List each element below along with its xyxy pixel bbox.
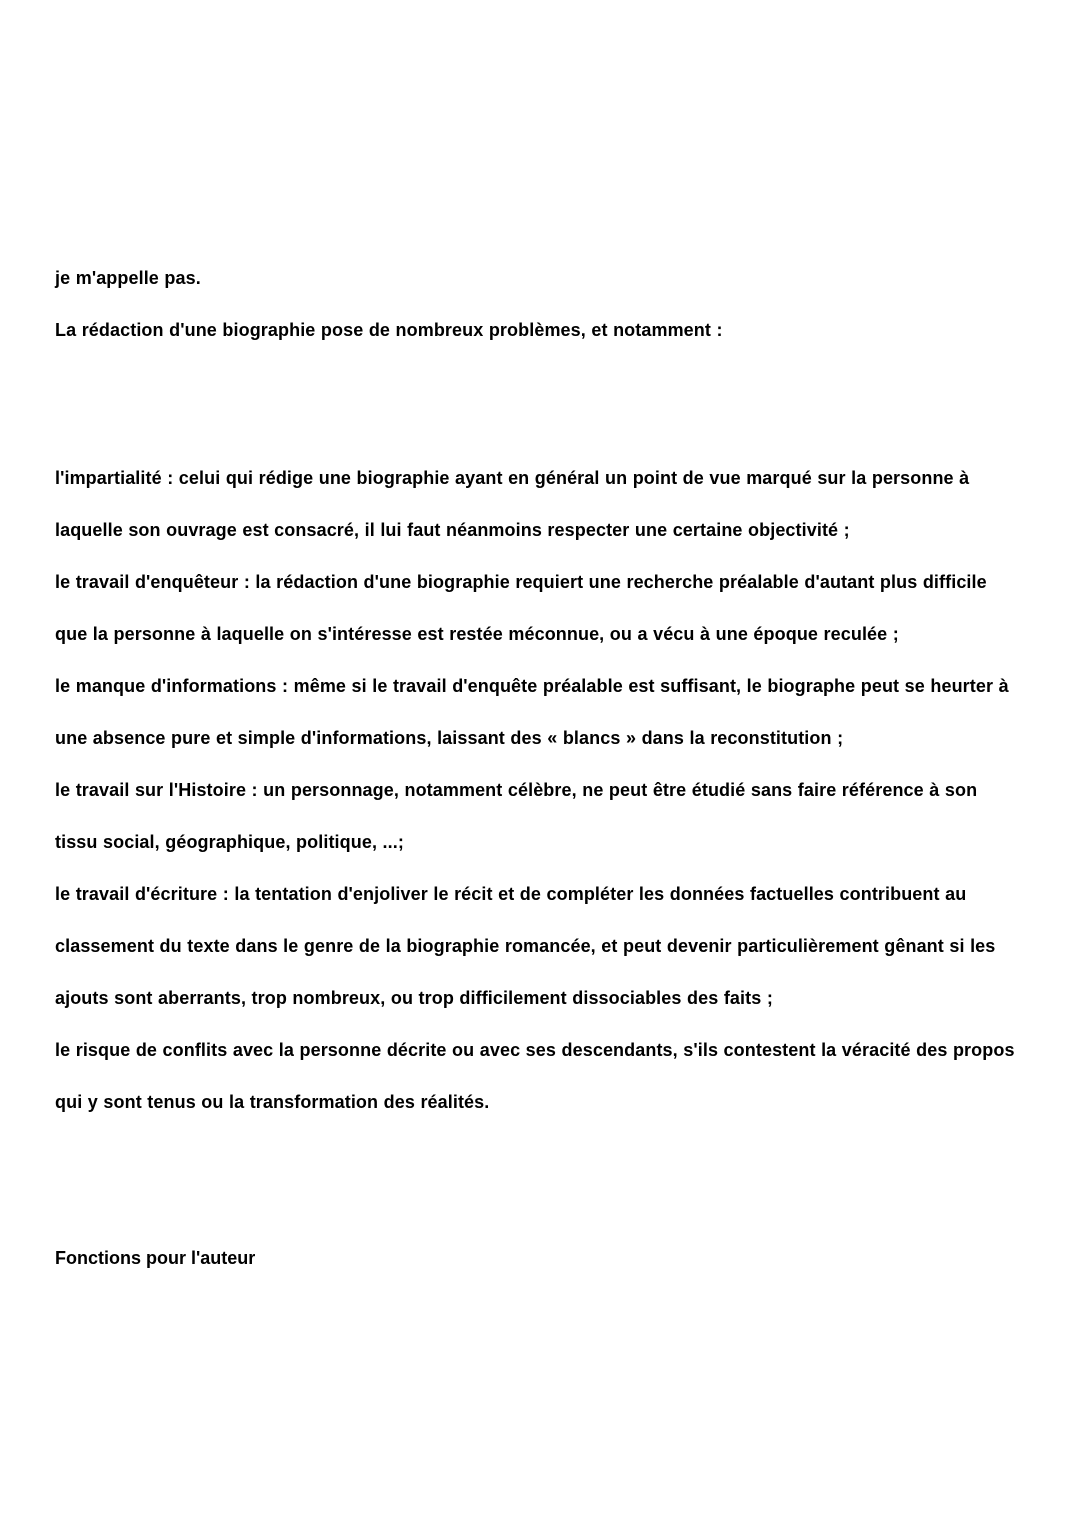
document-text-body xyxy=(55,252,1020,1284)
issue-paragraph-travail-enqueteur: le travail d'enquêteur : la rédaction d'une biographie requiert une recherche préalable d'autant plus difficile que la personne à laquelle on s'intéresse est restée méconnue, ou a vécu à une époque reculée ; xyxy=(55,572,987,644)
issue-paragraph-impartialite: l'impartialité : celui qui rédige une biographie ayant en général un point de vue marqué sur la personne à laquelle son ouvrage est consacré, il lui faut néanmoins respecter une certaine objectivité ; xyxy=(55,468,970,540)
intro-fragment-paragraph: je m'appelle pas. xyxy=(55,268,201,288)
spacer-before-issues xyxy=(55,356,1020,452)
section-heading-fonctions-pour-lauteur: Fonctions pour l'auteur xyxy=(55,1248,256,1268)
issue-paragraph-risque-conflits: le risque de conflits avec la personne décrite ou avec ses descendants, s'ils contestent la véracité des propos qui y sont tenus ou la transformation des réalités. xyxy=(55,1040,1015,1112)
issue-paragraph-manque-informations: le manque d'informations : même si le travail d'enquête préalable est suffisant, le biographe peut se heurter à une absence pure et simple d'informations, laissant des « blancs » dans la reconstitution ; xyxy=(55,676,1009,748)
spacer-before-section-heading xyxy=(55,1128,1020,1232)
issue-paragraph-travail-ecriture: le travail d'écriture : la tentation d'enjoliver le récit et de compléter les données factuelles contribuent au classement du texte dans le genre de la biographie romancée, et peut devenir particulièrement gênant si les ajouts sont aberrants, trop nombreux, ou trop difficilement dissociables des faits ; xyxy=(55,884,996,1008)
issue-paragraph-travail-histoire: le travail sur l'Histoire : un personnage, notamment célèbre, ne peut être étudié sans faire référence à son tissu social, géographique, politique, ...; xyxy=(55,780,978,852)
intro-sentence-paragraph: La rédaction d'une biographie pose de nombreux problèmes, et notamment : xyxy=(55,320,723,340)
